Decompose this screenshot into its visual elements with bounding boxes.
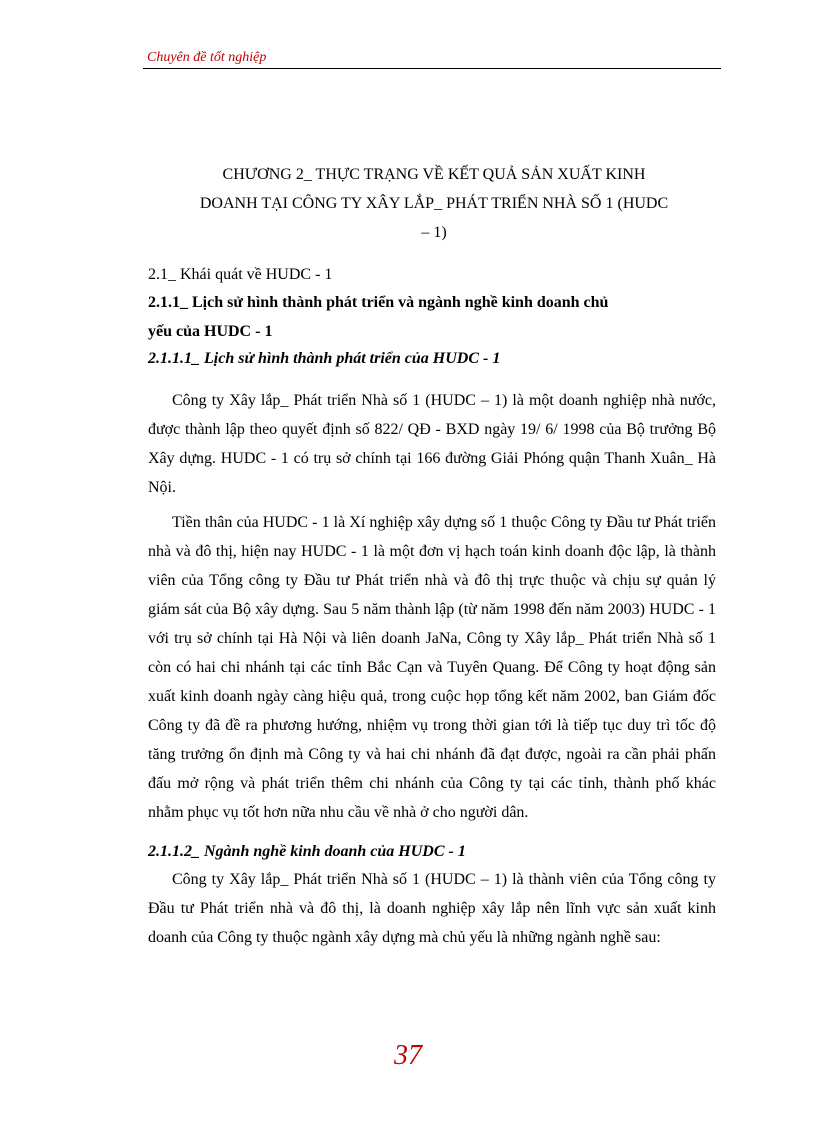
section-heading-2-1-1-line-1: 2.1.1_ Lịch sử hình thành phát triển và ngành nghề kinh doanh chủ [148, 294, 609, 311]
page-number: 37 [394, 1040, 422, 1071]
header-rule [143, 68, 721, 69]
paragraph-2: Tiền thân của HUDC - 1 là Xí nghiệp xây dựng số 1 thuộc Công ty Đầu tư Phát triển nhà và đô thị, hiện nay HUDC - 1 là một đơn vị hạch toán kinh doanh độc lập, là thành viên của Tổng công ty Đầu tư Phát triển nhà và đô thị trực thuộc và chịu sự quản lý giám sát của Bộ xây dựng. Sau 5 năm thành lập (từ năm 1998 đến năm 2003) HUDC - 1 với trụ sở chính tại Hà Nội và liên doanh JaNa, Công ty Xây lắp_ Phát triển Nhà số 1 còn có hai chi nhánh tại các tỉnh Bắc Cạn và Tuyên Quang. Để Công ty hoạt động sản xuất kinh doanh ngày càng hiệu quả, trong cuộc họp tổng kết năm 2002, ban Giám đốc Công ty đã đề ra phương hướng, nhiệm vụ trong thời gian tới là tiếp tục duy trì tốc độ tăng trưởng ổn định mà Công ty và hai chi nhánh đã đạt được, ngoài ra cần phải phấn đấu mở rộng và phát triển thêm chi nhánh của Công ty tại các tỉnh, thành phố khác nhằm phục vụ tốt hơn nữa nhu cầu về nhà ở cho người dân. [148, 514, 716, 821]
section-heading-2-1-1-2: 2.1.1.2_ Ngành nghề kinh doanh của HUDC - 1 [148, 843, 466, 860]
chapter-title-line-1: CHƯƠNG 2_ THỰC TRẠNG VỀ KẾT QUẢ SẢN XUẤT KINH [222, 166, 646, 183]
chapter-title [143, 160, 725, 247]
document-body [148, 262, 716, 952]
chapter-title-line-3: – 1) [421, 224, 447, 241]
chapter-title-line-2: DOANH TẠI CÔNG TY XÂY LẮP_ PHÁT TRIỂN NHÀ SỐ 1 (HUDC [199, 195, 669, 212]
section-heading-2-1-1 [148, 288, 716, 346]
paragraph-1: Công ty Xây lắp_ Phát triển Nhà số 1 (HUDC – 1) là một doanh nghiệp nhà nước, được thành lập theo quyết định số 822/ QĐ - BXD ngày 19/ 6/ 1998 của Bộ trưởng Bộ Xây dựng. HUDC - 1 có trụ sở chính tại 166 đường Giải Phóng quận Thanh Xuân_ Hà Nội. [148, 392, 716, 496]
section-heading-2-1-1-line-2: yếu của HUDC - 1 [148, 323, 273, 340]
section-heading-2-1-1-1: 2.1.1.1_ Lịch sử hình thành phát triển của HUDC - 1 [148, 350, 501, 367]
running-header: Chuyên đề tốt nghiệp [147, 50, 267, 65]
section-heading-2-1: 2.1_ Khái quát về HUDC - 1 [148, 266, 333, 283]
paragraph-3: Công ty Xây lắp_ Phát triển Nhà số 1 (HUDC – 1) là thành viên của Tổng công ty Đầu tư Phát triển nhà và đô thị, là doanh nghiệp xây lắp nên lĩnh vực sản xuất kinh doanh của Công ty thuộc ngành xây dựng mà chủ yếu là những ngành nghề sau: [148, 871, 716, 946]
